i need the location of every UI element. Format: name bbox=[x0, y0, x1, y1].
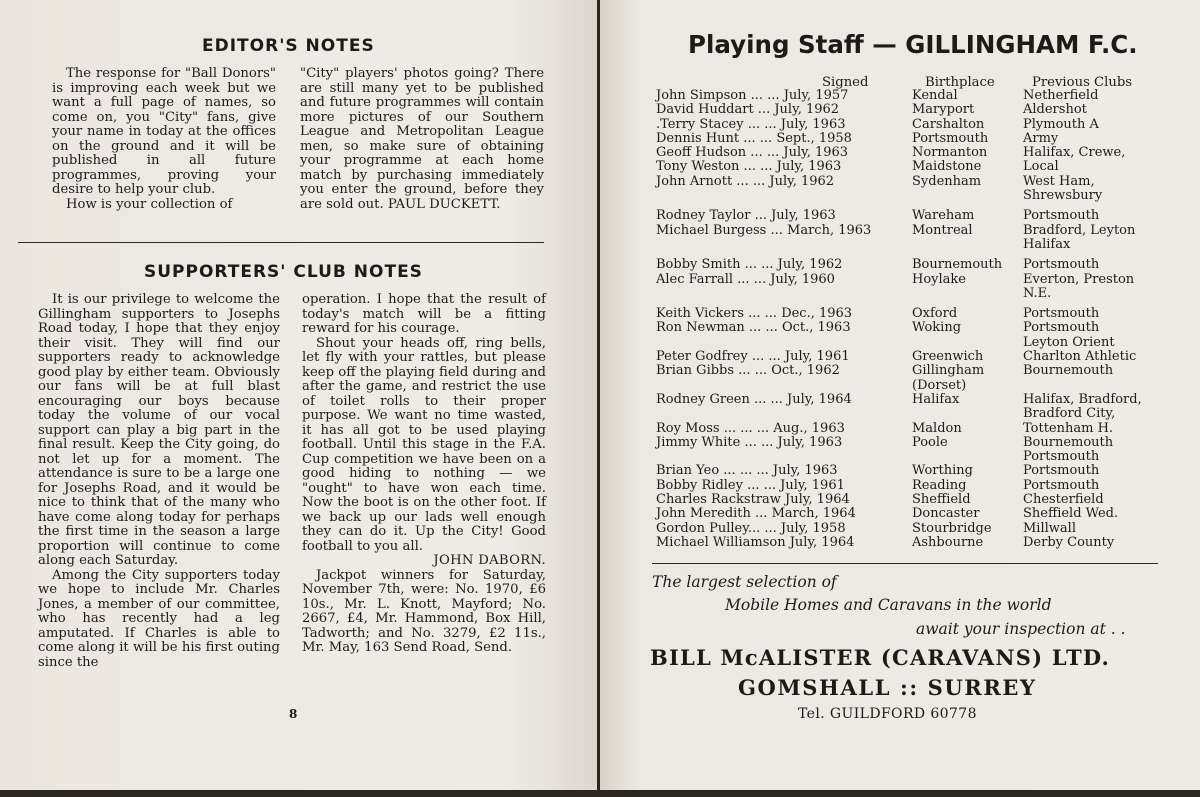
editors-notes-heading: EDITOR'S NOTES bbox=[202, 36, 375, 56]
player-previous-clubs: Shrewsbury bbox=[1023, 188, 1103, 204]
table-row bbox=[656, 189, 1142, 203]
player-name-signed: Charles Rackstraw July, 1964 bbox=[656, 492, 850, 508]
player-birthplace: Wareham bbox=[912, 208, 975, 224]
table-row bbox=[656, 450, 1142, 464]
player-previous-clubs: Portsmouth bbox=[1023, 477, 1100, 493]
player-previous-clubs: Chesterfield bbox=[1023, 492, 1104, 508]
player-birthplace: Halifax bbox=[912, 391, 960, 407]
player-previous-clubs bbox=[1023, 379, 1142, 393]
table-row bbox=[656, 301, 1142, 321]
player-previous-clubs: Millwall bbox=[1023, 520, 1076, 536]
player-previous-clubs: Halifax, Bradford, bbox=[1023, 391, 1142, 407]
table-row bbox=[656, 493, 1142, 507]
table-row bbox=[656, 407, 1142, 421]
player-previous-clubs: Portsmouth bbox=[1023, 306, 1100, 322]
supporters-notes-heading: SUPPORTERS' CLUB NOTES bbox=[144, 262, 423, 282]
player-birthplace: Bournemouth bbox=[912, 257, 1003, 273]
table-row bbox=[656, 175, 1142, 189]
player-name-signed: John Simpson ... ... July, 1957 bbox=[656, 88, 849, 103]
advert-line-2: Mobile Homes and Caravans in the world bbox=[725, 596, 1052, 614]
table-row bbox=[656, 252, 1142, 272]
player-previous-clubs: Halifax bbox=[1023, 236, 1071, 252]
player-birthplace bbox=[912, 407, 1023, 421]
player-name-signed: Brian Yeo ... ... ... July, 1963 bbox=[656, 463, 838, 479]
paragraph: "City" players' photos going? There are still many yet to be published and future programmes will contain more pictures of our Southern League and Metropolitan League men, so make sure of obtaining your programme at each home match by purchasing immediately you enter the ground, before they are sold out. PAUL DUCKETT. bbox=[300, 66, 544, 212]
player-previous-clubs: Portsmouth bbox=[1023, 320, 1100, 336]
table-row bbox=[656, 507, 1142, 521]
player-birthplace: (Dorset) bbox=[912, 377, 967, 393]
table-row bbox=[656, 479, 1142, 493]
player-name-signed: Rodney Green ... ... July, 1964 bbox=[656, 391, 852, 407]
player-name-signed: Keith Vickers ... ... Dec., 1963 bbox=[656, 306, 853, 322]
player-birthplace: Gillingham bbox=[912, 363, 985, 379]
player-birthplace: Ashbourne bbox=[912, 534, 984, 550]
player-previous-clubs: Portsmouth bbox=[1023, 257, 1100, 273]
player-birthplace: Doncaster bbox=[912, 506, 980, 522]
advert-line-1: The largest selection of bbox=[652, 573, 837, 591]
player-birthplace: Portsmouth bbox=[912, 130, 989, 146]
player-name-signed: John Arnott ... ... July, 1962 bbox=[656, 173, 835, 189]
advert-address: GOMSHALL :: SURREY bbox=[738, 675, 1037, 700]
player-birthplace: Sydenham bbox=[912, 173, 982, 189]
player-previous-clubs: Everton, Preston bbox=[1023, 271, 1135, 287]
player-previous-clubs: Charlton Athletic bbox=[1023, 349, 1137, 365]
player-name-signed bbox=[656, 407, 912, 421]
paragraph: Shout your heads off, ring bells, let fly with your rattles, but please keep off the playing field during and after the game, and restrict the use of toilet rolls to their proper purpose. We want no time wasted, it has all got to be used playing football. Until this stage in the F.A. Cup competition we have been on a good hiding to nothing — we "ought" to have won each time. Now the boot is on the other foot. If we back up our lads well enough they can do it. Up the City! Good football to you all. bbox=[302, 335, 546, 554]
player-previous-clubs: Leyton Orient bbox=[1023, 334, 1115, 350]
player-birthplace: Maidstone bbox=[912, 159, 982, 175]
supporters-notes-column-1 bbox=[38, 293, 280, 670]
table-row bbox=[656, 364, 1142, 378]
player-birthplace: Woking bbox=[912, 320, 962, 336]
column-header-birthplace: Birthplace bbox=[925, 75, 995, 90]
player-birthplace: Sheffield bbox=[912, 492, 971, 508]
player-name-signed: Gordon Pulley... ... July, 1958 bbox=[656, 520, 846, 536]
table-row bbox=[656, 203, 1142, 223]
player-name-signed: Dennis Hunt ... ... Sept., 1958 bbox=[656, 130, 852, 146]
player-name-signed bbox=[656, 287, 912, 301]
player-previous-clubs: Local bbox=[1023, 159, 1059, 175]
supporters-notes-column-2 bbox=[302, 293, 546, 656]
player-name-signed bbox=[656, 379, 912, 393]
table-row bbox=[656, 103, 1142, 117]
section-divider bbox=[652, 563, 1158, 564]
player-name-signed bbox=[656, 336, 912, 350]
table-row bbox=[656, 436, 1142, 450]
player-birthplace: Normanton bbox=[912, 145, 988, 161]
table-row bbox=[656, 273, 1142, 287]
page-number: 8 bbox=[289, 707, 298, 721]
player-birthplace: Worthing bbox=[912, 463, 973, 479]
table-row bbox=[656, 118, 1142, 132]
table-row bbox=[656, 336, 1142, 350]
player-birthplace: Stourbridge bbox=[912, 520, 992, 536]
player-birthplace bbox=[912, 450, 1023, 464]
paragraph: It is our privilege to welcome the Gillingham supporters to Josephs Road today, I hope that they enjoy their visit. They will find our supporters ready to acknowledge good play by either team. Obviously our fans will be at full blast encouraging our boys because today the volume of our vocal support can play a big part in the final result. Keep the City going, do not let up for a moment. The attendance is sure to be a large one for Josephs Road, and it would be nice to think that of the many who have come along today for perhaps the first time in the season a large proportion will continue to come along each Saturday. bbox=[38, 292, 280, 568]
player-previous-clubs: Plymouth A bbox=[1023, 116, 1099, 132]
player-previous-clubs: Portsmouth bbox=[1023, 449, 1100, 465]
column-header-signed: Signed bbox=[822, 75, 869, 90]
player-previous-clubs: N.E. bbox=[1023, 285, 1052, 301]
player-name-signed bbox=[656, 189, 912, 203]
player-previous-clubs: West Ham, bbox=[1023, 173, 1095, 189]
table-row bbox=[656, 522, 1142, 536]
table-row bbox=[656, 422, 1142, 436]
table-row bbox=[656, 160, 1142, 174]
player-name-signed bbox=[656, 238, 912, 252]
player-previous-clubs: Sheffield Wed. bbox=[1023, 506, 1119, 522]
player-name-signed: Rodney Taylor ... July, 1963 bbox=[656, 208, 836, 224]
section-divider bbox=[18, 242, 544, 243]
paragraph: operation. I hope that the result of today's match will be a fitting reward for his courage. bbox=[302, 292, 546, 336]
player-previous-clubs: Bradford, Leyton bbox=[1023, 222, 1136, 238]
player-birthplace: Greenwich bbox=[912, 349, 984, 365]
player-name-signed: Tony Weston ... ... July, 1963 bbox=[656, 159, 842, 175]
player-name-signed: Michael Burgess ... March, 1963 bbox=[656, 222, 872, 238]
player-birthplace: Montreal bbox=[912, 222, 973, 238]
player-birthplace: Oxford bbox=[912, 306, 958, 322]
right-page bbox=[600, 0, 1200, 790]
player-name-signed: Roy Moss ... ... ... Aug., 1963 bbox=[656, 420, 845, 436]
editors-notes-column-2 bbox=[300, 67, 544, 212]
playing-staff-table bbox=[656, 89, 1142, 550]
table-row bbox=[656, 146, 1142, 160]
advert-telephone: Tel. GUILDFORD 60778 bbox=[798, 706, 977, 722]
column-header-previous-clubs: Previous Clubs bbox=[1032, 75, 1133, 90]
table-row bbox=[656, 321, 1142, 335]
table-row bbox=[656, 379, 1142, 393]
player-previous-clubs: Aldershot bbox=[1023, 102, 1087, 118]
player-name-signed: Bobby Ridley ... ... July, 1961 bbox=[656, 477, 845, 493]
table-row bbox=[656, 536, 1142, 550]
table-row bbox=[656, 224, 1142, 238]
player-previous-clubs: Halifax, Crewe, bbox=[1023, 145, 1126, 161]
player-birthplace: Maldon bbox=[912, 420, 962, 436]
player-name-signed bbox=[656, 450, 912, 464]
editors-notes-column-1 bbox=[52, 67, 276, 212]
advert-line-3: await your inspection at . . bbox=[916, 620, 1126, 638]
table-row bbox=[656, 350, 1142, 364]
player-previous-clubs: Bournemouth bbox=[1023, 363, 1114, 379]
paragraph: How is your collection of bbox=[66, 196, 233, 212]
table-row bbox=[656, 238, 1142, 252]
player-previous-clubs: Army bbox=[1023, 130, 1059, 146]
paragraph: The response for "Ball Donors" is improving each week but we want a full page of names, so come on, you "City" fans, give your name in today at the offices on the ground and it will be published in all future programmes, proving your desire to help your club. bbox=[52, 66, 276, 197]
player-birthplace: Poole bbox=[912, 434, 948, 450]
player-birthplace: Carshalton bbox=[912, 116, 985, 132]
player-name-signed: Bobby Smith ... ... July, 1962 bbox=[656, 257, 843, 273]
player-name-signed: Alec Farrall ... ... July, 1960 bbox=[656, 271, 835, 287]
player-previous-clubs: Portsmouth bbox=[1023, 463, 1100, 479]
player-name-signed: John Meredith ... March, 1964 bbox=[656, 506, 856, 522]
player-previous-clubs: Bournemouth bbox=[1023, 434, 1114, 450]
player-previous-clubs: Portsmouth bbox=[1023, 208, 1100, 224]
player-birthplace: Reading bbox=[912, 477, 967, 493]
player-previous-clubs: Bradford City, bbox=[1023, 406, 1116, 422]
table-row bbox=[656, 132, 1142, 146]
player-name-signed: Ron Newman ... ... Oct., 1963 bbox=[656, 320, 851, 336]
player-previous-clubs: Netherfield bbox=[1023, 88, 1099, 103]
player-birthplace: Kendal bbox=[912, 88, 958, 103]
page-title: Playing Staff — GILLINGHAM F.C. bbox=[688, 30, 1138, 59]
player-birthplace bbox=[912, 189, 1023, 203]
table-row bbox=[656, 464, 1142, 478]
player-name-signed: David Huddart ... July, 1962 bbox=[656, 102, 840, 118]
player-birthplace bbox=[912, 238, 1023, 252]
player-birthplace bbox=[912, 287, 1023, 301]
jackpot-paragraph: Jackpot winners for Saturday, November 7th, were: No. 1970, £6 10s., Mr. L. Knott, Mayford; No. 2667, £4, Mr. Hammond, Box Hill, Tadworth; and No. 3279, £2 11s., Mr. May, 163 Send Road, Send. bbox=[302, 567, 546, 655]
player-birthplace: Hoylake bbox=[912, 271, 966, 287]
player-name-signed: Peter Godfrey ... ... July, 1961 bbox=[656, 349, 850, 365]
player-name-signed: Geoff Hudson ... ... July, 1963 bbox=[656, 145, 849, 161]
table-row bbox=[656, 393, 1142, 407]
player-name-signed: Michael Williamson July, 1964 bbox=[656, 534, 855, 550]
signature: JOHN DABORN. bbox=[433, 553, 546, 568]
paragraph: Among the City supporters today we hope to include Mr. Charles Jones, a member of our committee, who has recently had a leg amputated. If Charles is able to come along it will be his first outing since the bbox=[38, 567, 280, 670]
table-row bbox=[656, 287, 1142, 301]
player-name-signed: Brian Gibbs ... ... Oct., 1962 bbox=[656, 363, 840, 379]
player-name-signed: Jimmy White ... ... July, 1963 bbox=[656, 434, 843, 450]
player-previous-clubs: Derby County bbox=[1023, 534, 1115, 550]
player-previous-clubs: Tottenham H. bbox=[1023, 420, 1114, 436]
player-birthplace bbox=[912, 336, 1023, 350]
player-name-signed: .Terry Stacey ... ... July, 1963 bbox=[656, 116, 846, 132]
table-row bbox=[656, 89, 1142, 103]
left-page bbox=[0, 0, 597, 790]
player-birthplace: Maryport bbox=[912, 102, 975, 118]
advert-company: BILL McALISTER (CARAVANS) LTD. bbox=[650, 645, 1111, 670]
